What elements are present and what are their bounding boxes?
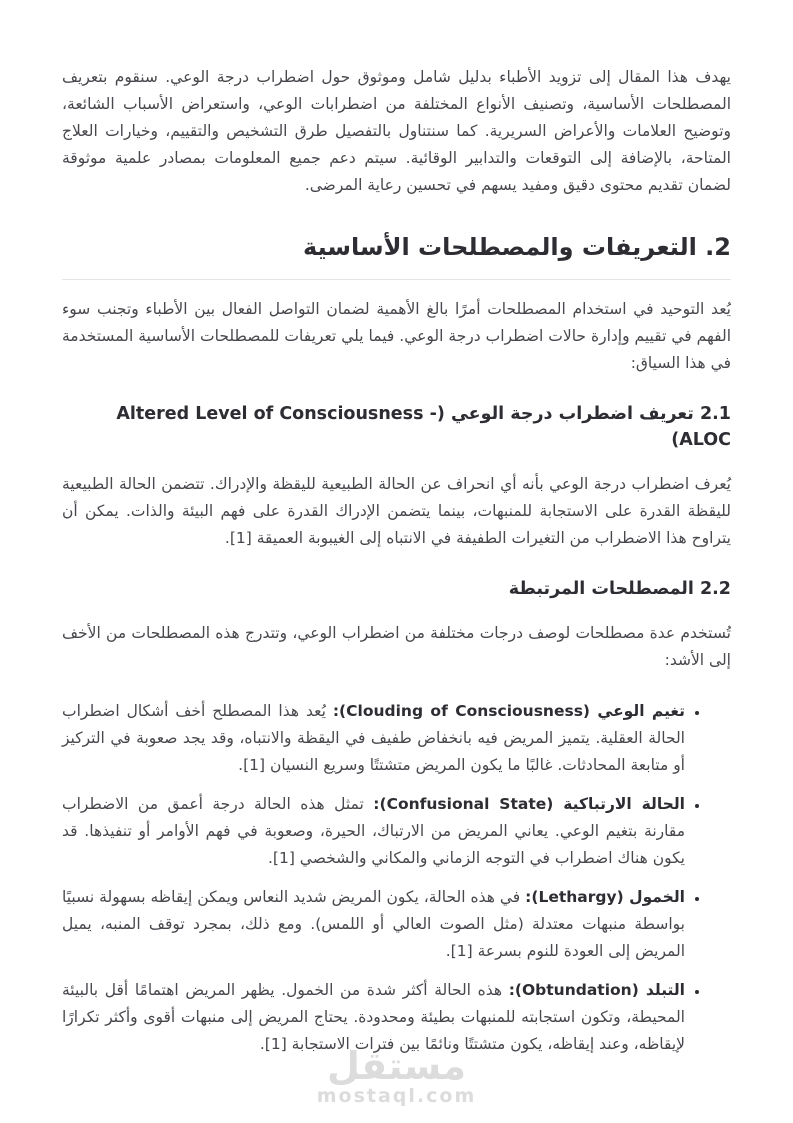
intro-paragraph: يهدف هذا المقال إلى تزويد الأطباء بدليل شامل وموثوق حول اضطراب درجة الوعي. سنقوم بتعريف المصطلحات الأساسية، وتصنيف الأنواع المختلفة من اضطرابات الوعي، واستعراض الأسباب الشائعة، وتوضيح العلامات والأعراض السريرية. كما سنتناول بالتفصيل طرق التشخيص والتقييم، وخيارات العلاج المتاحة، بالإضافة إلى التوقعات والتدابير الوقائية. سيتم دعم جميع المعلومات بمصادر علمية موثوقة لضمان تقديم محتوى دقيق ومفيد يسهم في تحسين رعاية المرضى.: [62, 68, 731, 194]
list-item-clouding-of-consciousness: [62, 698, 685, 779]
term-definition: يُعد هذا المصطلح أخف أشكال اضطراب الحالة العقلية. يتميز المريض فيه بانخفاض طفيف في اليقظة والانتباه، وقد يجد صعوبة في التركيز أو متابعة المحادثات. غالبًا ما يكون المريض متشتتًا وسريع النسيان [1].: [62, 702, 685, 774]
term-name: التبلد (Obtundation):: [508, 981, 685, 999]
terms-list: [62, 698, 731, 1058]
mostaql-domain-text: mostaql.com: [316, 1085, 477, 1107]
list-item-confusional-state: [62, 791, 685, 872]
list-item-lethargy: [62, 884, 685, 965]
subsection-heading-aloc-definition: 2.1 تعريف اضطراب درجة الوعي (Altered Level of Consciousness - ALOC): [116, 404, 731, 450]
section-lead-paragraph: يُعد التوحيد في استخدام المصطلحات أمرًا بالغ الأهمية لضمان التواصل الفعال بين الأطباء وتجنب سوء الفهم في تقييم وإدارة حالات اضطراب درجة الوعي. فيما يلي تعريفات للمصطلحات الأساسية المستخدمة في هذا السياق:: [62, 300, 731, 372]
related-terms-lead-paragraph: تُستخدم عدة مصطلحات لوصف درجات مختلفة من اضطراب الوعي، وتتدرج هذه المصطلحات من الأخف إلى الأشد:: [62, 624, 731, 669]
term-name: الخمول (Lethargy):: [525, 888, 685, 906]
mostaql-logo-arabic: مستقل: [327, 1044, 466, 1088]
term-name: الحالة الارتباكية (Confusional State):: [373, 795, 685, 813]
aloc-definition-paragraph: يُعرف اضطراب درجة الوعي بأنه أي انحراف عن الحالة الطبيعية لليقظة والإدراك. تتضمن الحالة الطبيعية لليقظة القدرة على الاستجابة للمنبهات، بينما يتضمن الإدراك القدرة على فهم البيئة والذات. يمكن أن يتراوح هذا الاضطراب من التغيرات الطفيفة في الانتباه إلى الغيبوبة العميقة [1].: [62, 475, 731, 547]
term-definition: في هذه الحالة، يكون المريض شديد النعاس ويمكن إيقاظه بسهولة نسبيًا بواسطة منبهات معتدلة (مثل الصوت العالي أو اللمس). ومع ذلك، بمجرد توقف المنبه، يميل المريض إلى العودة للنوم بسرعة [1].: [62, 888, 685, 960]
subsection-heading-related-terms: 2.2 المصطلحات المرتبطة: [508, 579, 731, 599]
mostaql-watermark: [0, 1044, 793, 1107]
term-definition: هذه الحالة أكثر شدة من الخمول. يظهر المريض اهتمامًا أقل بالبيئة المحيطة، وتكون استجابته للمنبهات بطيئة ومحدودة. يحتاج المريض إلى منبهات أقوى وأكثر تكرارًا لإيقاظه، وعند إيقاظه، يكون متشتتًا ونائمًا بين فترات الاستجابة [1].: [62, 981, 685, 1053]
section-heading-definitions: 2. التعريفات والمصطلحات الأساسية: [62, 229, 731, 280]
term-definition: تمثل هذه الحالة درجة أعمق من الاضطراب مقارنة بتغيم الوعي. يعاني المريض من الارتباك، الحيرة، وصعوبة في فهم الأوامر أو تنفيذها. قد يكون هناك اضطراب في التوجه الزماني والمكاني والشخصي [1].: [62, 795, 685, 867]
term-name: تغيم الوعي (Clouding of Consciousness):: [332, 702, 685, 720]
